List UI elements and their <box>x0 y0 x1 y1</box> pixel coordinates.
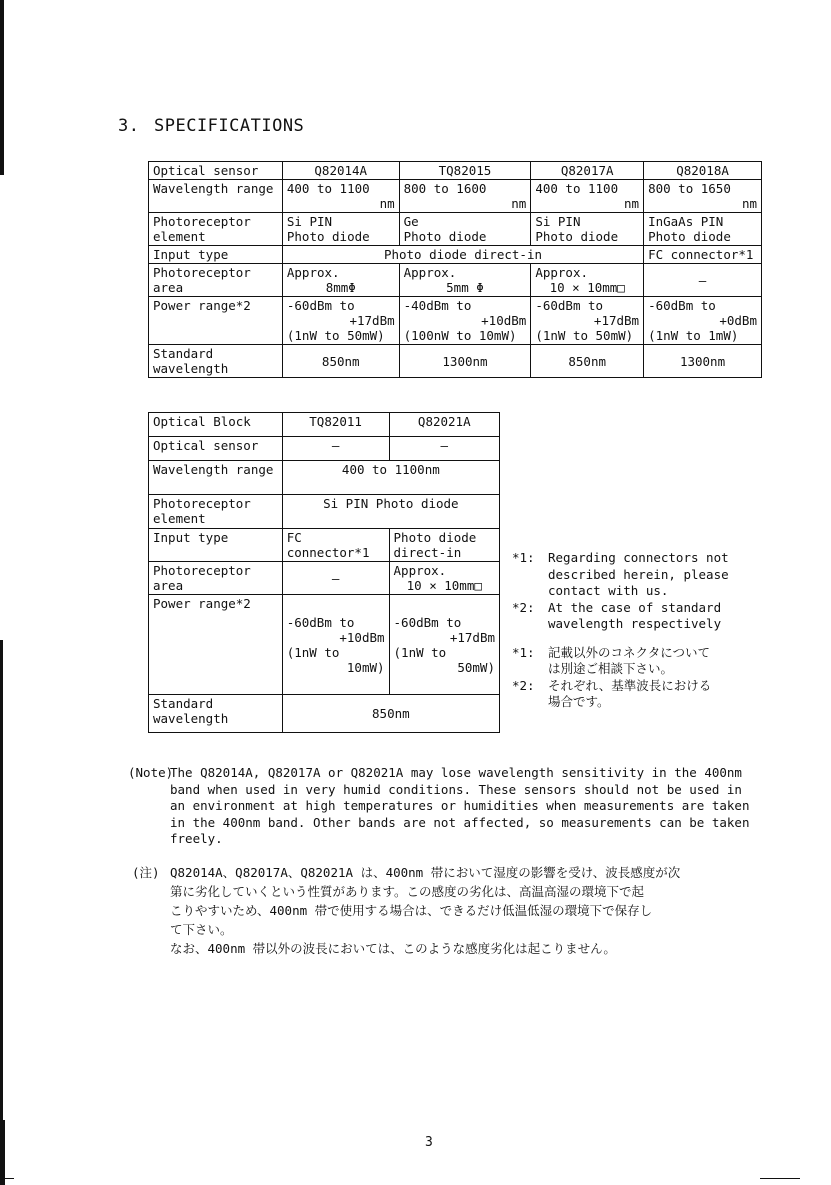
page-edge-mark <box>0 640 3 1140</box>
table-cell <box>282 213 399 246</box>
cell-line: Ge <box>403 214 419 229</box>
table-cell: Q82017A <box>531 162 644 180</box>
table-cell: 1300nm <box>399 345 531 378</box>
label-line: Photoreceptor <box>153 214 251 229</box>
cell-line: -60dBm to <box>286 298 355 313</box>
cell-line: Approx. <box>535 265 588 280</box>
cell-line: -60dBm to <box>286 614 355 630</box>
footnote-line: At the case of standard <box>548 599 722 615</box>
footer-rule <box>0 1178 14 1179</box>
footnote-mark: *1: <box>512 550 535 565</box>
table-row <box>149 529 500 562</box>
note-line: in the 400nm band. Other bands are not affected, so measurements can be taken <box>170 814 750 830</box>
cell-line: Photo diode <box>286 229 370 244</box>
cell-line: +17dBm <box>449 629 495 645</box>
note-english <box>128 765 778 848</box>
table-cell: TQ82011 <box>282 413 389 437</box>
cell-line: +17dBm <box>349 313 395 328</box>
cell-unit: nm <box>511 196 527 211</box>
label-line: Standard <box>153 346 214 361</box>
cell-line: 10 × 10mm□ <box>549 280 625 295</box>
table-row <box>149 695 500 733</box>
row-label: Input type <box>149 529 283 562</box>
table-cell: 850nm <box>531 345 644 378</box>
table-cell: — <box>644 264 762 297</box>
cell-unit: nm <box>624 196 640 211</box>
row-label <box>149 213 283 246</box>
table-cell <box>531 264 644 297</box>
table-cell <box>399 180 531 213</box>
cell-line: -40dBm to <box>403 298 472 313</box>
footnote <box>512 645 802 678</box>
cell-line: -60dBm to <box>648 298 716 313</box>
table-cell: 1300nm <box>644 345 762 378</box>
footnote <box>512 678 802 711</box>
section-number: 3. <box>118 116 140 136</box>
footnote <box>512 550 802 600</box>
cell-line: 400 to 1100 <box>286 181 370 196</box>
note-line: band when used in very humid conditions. These sensors should not be used in <box>170 781 742 797</box>
cell-line: (1nW to 1mW) <box>648 328 739 343</box>
table-cell <box>389 529 499 562</box>
footnotes <box>512 550 802 711</box>
footnote-line: それぞれ、基準波長における <box>548 677 712 693</box>
table-row <box>149 461 500 495</box>
cell-line: (100nW to 10mW) <box>403 328 517 343</box>
cell-line: (1nW to <box>286 644 340 660</box>
optical-block-table <box>148 412 500 733</box>
cell-line: +10dBm <box>481 313 527 328</box>
table-row <box>149 562 500 595</box>
table-cell: Q82018A <box>644 162 762 180</box>
cell-line: 10 × 10mm□ <box>406 578 482 593</box>
row-label: Optical sensor <box>149 162 283 180</box>
table-row <box>149 297 762 345</box>
table-cell-merged: 400 to 1100nm <box>282 461 499 495</box>
cell-line: 10mW) <box>346 659 385 675</box>
table-row <box>149 264 762 297</box>
cell-line: +10dBm <box>339 629 385 645</box>
row-label <box>149 264 283 297</box>
footnote-line: contact with us. <box>548 583 669 598</box>
footnote <box>512 600 802 633</box>
cell-line: 400 to 1100 <box>535 181 619 196</box>
table-cell: Q82014A <box>282 162 399 180</box>
footnote-mark: *1: <box>512 644 535 660</box>
cell-line: InGaAs PIN <box>648 214 724 229</box>
row-label <box>149 695 283 733</box>
cell-line: Approx. <box>286 265 340 280</box>
cell-line: 8mmΦ <box>325 280 356 295</box>
page-number: 3 <box>425 1135 433 1150</box>
table-row <box>149 162 762 180</box>
table-cell <box>389 562 499 595</box>
row-label <box>149 495 283 529</box>
note-japanese <box>132 863 782 958</box>
note-line: freely. <box>170 831 223 846</box>
row-label: Optical Block <box>149 413 283 437</box>
table-cell: FC connector*1 <box>644 246 762 264</box>
footnote-line: Regarding connectors not <box>548 550 729 565</box>
footnote-line: described herein, please <box>548 566 729 582</box>
cell-line: direct-in <box>393 545 462 560</box>
label-line: element <box>153 511 206 526</box>
cell-line: 50mW) <box>457 659 495 675</box>
table-cell <box>399 297 531 345</box>
label-line: Photoreceptor <box>153 563 251 578</box>
table-cell: Q82021A <box>389 413 499 437</box>
note-line: The Q82014A, Q82017A or Q82021A may lose wavelength sensitivity in the 400nm <box>170 765 742 780</box>
row-label: Input type <box>149 246 283 264</box>
note-line: こりやすいため、400nm 帯で使用する場合は、できるだけ低温低湿の環境下で保存し <box>170 903 653 918</box>
row-label: Wavelength range <box>149 180 283 213</box>
section-heading <box>118 116 304 136</box>
cell-line: (1nW to <box>393 644 447 660</box>
note-line: Q82014A、Q82017A、Q82021A は、400nm 帯において湿度の影響を受け、波長感度が次 <box>170 865 681 880</box>
footnote-mark: *2: <box>512 677 535 693</box>
table-cell <box>282 297 399 345</box>
table-cell <box>644 297 762 345</box>
page-edge-mark <box>0 1120 5 1185</box>
table-cell <box>531 297 644 345</box>
cell-line: +17dBm <box>593 313 640 328</box>
cell-line: Photo diode <box>648 229 731 244</box>
table-row <box>149 345 762 378</box>
table-cell <box>644 213 762 246</box>
cell-line: (1nW to 50mW) <box>535 328 634 343</box>
label-line: element <box>153 229 206 244</box>
footnote-line: wavelength respectively <box>548 616 722 631</box>
table-cell: TQ82015 <box>399 162 531 180</box>
row-label: Optical sensor <box>149 437 283 461</box>
label-line: Photoreceptor <box>153 496 251 511</box>
cell-line: connector*1 <box>286 545 370 560</box>
note-label: (Note) <box>128 765 174 780</box>
cell-line: 800 to 1650 <box>648 181 731 196</box>
cell-line: Photo diode <box>535 229 619 244</box>
table-cell-merged: 850nm <box>282 695 499 733</box>
table-cell <box>531 213 644 246</box>
row-label <box>149 345 283 378</box>
note-line: なお、400nm 帯以外の波長においては、このような感度劣化は起こりません。 <box>170 941 616 956</box>
footnote-line: 場合です。 <box>548 694 610 709</box>
cell-line: FC <box>286 530 302 545</box>
note-line: 第に劣化していくという性質があります。この感度の劣化は、高温高湿の環境下で起 <box>170 884 645 899</box>
cell-line: (1nW to 50mW) <box>286 328 385 343</box>
note-label: (注) <box>132 865 160 880</box>
cell-line: -60dBm to <box>535 298 604 313</box>
label-line: wavelength <box>153 711 229 726</box>
table-row <box>149 437 500 461</box>
note-line: an environment at high temperatures or humidities when measurements are taken <box>170 798 750 813</box>
label-line: wavelength <box>153 361 229 376</box>
footnote-mark: *2: <box>512 599 535 615</box>
label-line: Standard <box>153 696 214 711</box>
cell-line: Si PIN <box>535 214 581 229</box>
table-cell <box>389 595 499 695</box>
table-cell <box>282 264 399 297</box>
cell-line: Approx. <box>393 563 447 578</box>
table-cell: — <box>282 437 389 461</box>
table-cell: — <box>282 562 389 595</box>
cell-line: Approx. <box>403 265 457 280</box>
row-label <box>149 562 283 595</box>
table-cell <box>399 264 531 297</box>
cell-line: 800 to 1600 <box>403 181 487 196</box>
cell-line: +0dBm <box>719 313 757 328</box>
table-row <box>149 595 500 695</box>
table-row <box>149 495 500 529</box>
table-cell <box>282 595 389 695</box>
table-cell-merged: Si PIN Photo diode <box>282 495 499 529</box>
table-cell-merged: Photo diode direct-in <box>282 246 643 264</box>
note-line: て下さい。 <box>170 922 233 937</box>
cell-line: Si PIN <box>286 214 333 229</box>
table-cell <box>282 529 389 562</box>
label-line: area <box>153 578 184 593</box>
table-cell: 850nm <box>282 345 399 378</box>
label-line: Photoreceptor <box>153 265 251 280</box>
table-cell <box>531 180 644 213</box>
table-cell <box>644 180 762 213</box>
table-row <box>149 213 762 246</box>
sensor-spec-table <box>148 161 762 378</box>
label-line: area <box>153 280 184 295</box>
row-label: Power range*2 <box>149 595 283 695</box>
row-label: Power range*2 <box>149 297 283 345</box>
cell-line: 5mm Φ <box>446 280 484 295</box>
table-row <box>149 180 762 213</box>
table-cell <box>399 213 531 246</box>
table-cell: — <box>389 437 499 461</box>
cell-unit: nm <box>741 196 757 211</box>
table-row <box>149 413 500 437</box>
page-edge-mark <box>0 0 4 175</box>
cell-line: Photo diode <box>393 530 477 545</box>
section-title: SPECIFICATIONS <box>154 116 305 136</box>
cell-unit: nm <box>379 196 395 211</box>
table-row <box>149 246 762 264</box>
cell-line: -60dBm to <box>393 614 462 630</box>
footnote-line: 記載以外のコネクタについて <box>548 644 711 660</box>
footnote-line: は別途ご相談下さい。 <box>548 661 674 676</box>
cell-line: Photo diode <box>403 229 487 244</box>
row-label: Wavelength range <box>149 461 283 495</box>
table-cell <box>282 180 399 213</box>
footer-rule <box>760 1178 800 1179</box>
